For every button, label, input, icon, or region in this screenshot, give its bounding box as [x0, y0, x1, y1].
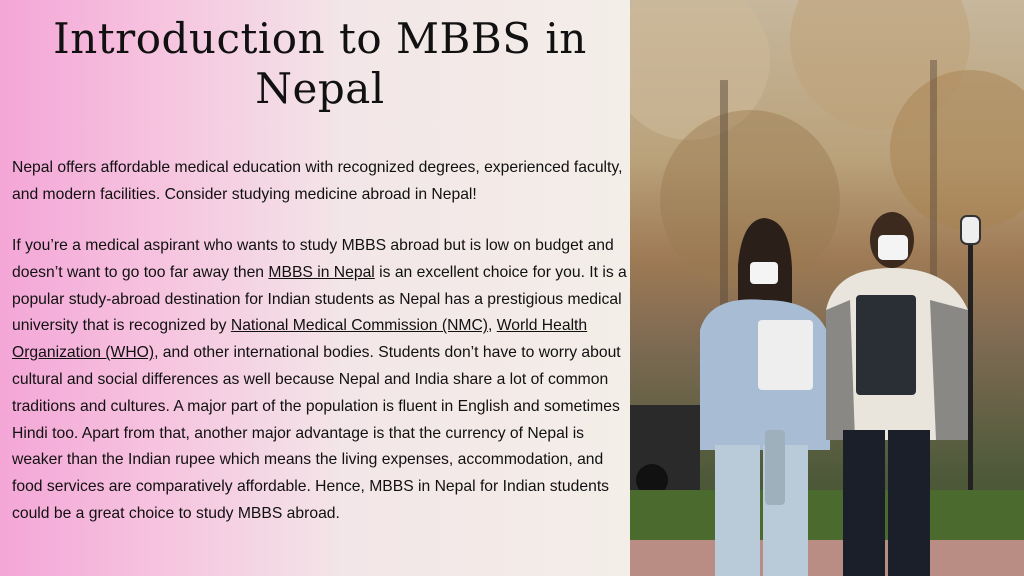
slide-title: Introduction to MBBS in Nepal [53, 14, 587, 113]
students-illustration [630, 0, 1024, 576]
link-who[interactable]: World Health Organization (WHO) [12, 317, 588, 362]
intro-paragraph: Nepal offers affordable medical education with recognized degrees, experienced faculty, and modern facilities. Consider studying medicine abroad in Nepal! [12, 159, 623, 203]
body-text-2: is an excellent choice for you. It is a popular study-abroad destination for Indian students as Nepal has a prestigious medical university that is recognized by [12, 263, 627, 335]
link-mbbs-in-nepal[interactable]: MBBS in Nepal [268, 263, 375, 281]
body-text-3: , [488, 317, 497, 335]
body-paragraph [12, 233, 628, 528]
body-text-4: , and other international bodies. Students don’t have to worry about cultural and social differences as well because Nepal and India share a lot of common traditions and cultures. A major part of the population is fluent in English and sometimes Hindi too. Apart from that, another major advantage is that the currency of Nepal is weaker than the Indian rupee which means the living expenses, accommodation, and food services are comparatively affordable. Hence, MBBS in Nepal for Indian students could be a great choice to study MBBS abroad. [12, 344, 621, 522]
students-photo [630, 0, 1024, 576]
body-text-1: If you’re a medical aspirant who wants to study MBBS abroad but is low on budget and doesn’t want to go too far away then [12, 237, 614, 281]
link-nmc[interactable]: National Medical Commission (NMC) [230, 317, 489, 335]
